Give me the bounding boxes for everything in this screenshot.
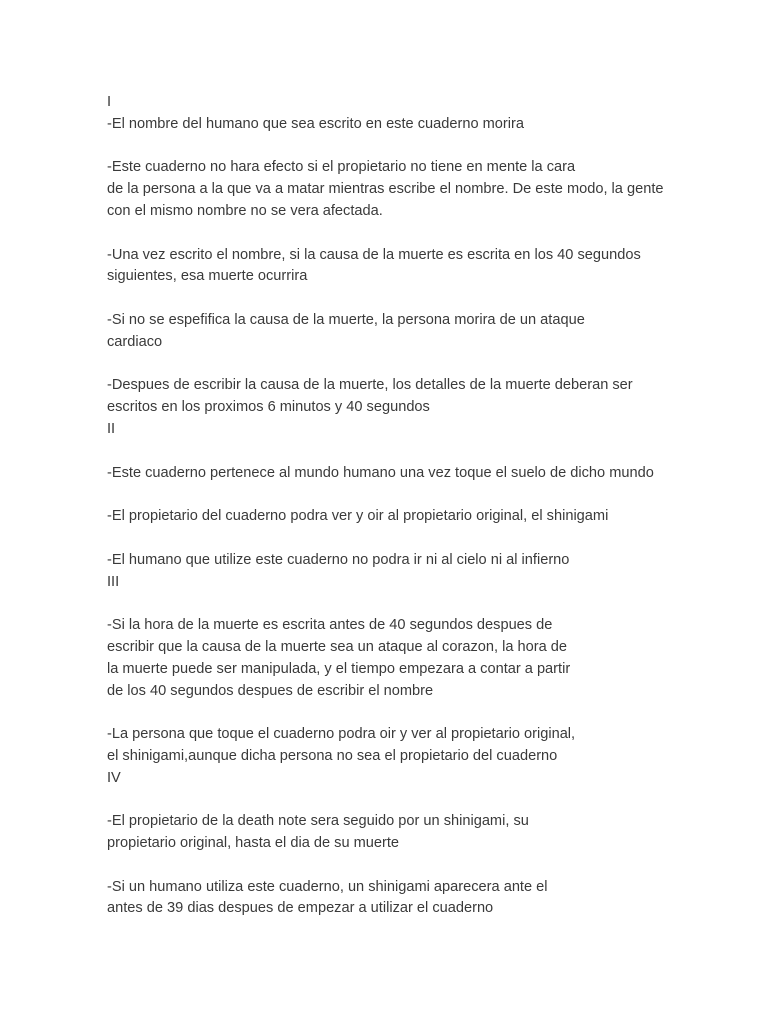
paragraph-gap: [107, 288, 707, 310]
text-line: -Si no se espefifica la causa de la muerte, la persona morira de un ataque: [107, 311, 585, 328]
text-line: escritos en los proximos 6 minutos y 40 segundos: [107, 399, 430, 416]
text-line: cardiaco: [107, 333, 163, 350]
section-heading-1: I: [107, 94, 112, 110]
paragraph-gap: [107, 528, 707, 550]
text-line: de los 40 segundos despues de escribir el nombre: [107, 682, 434, 699]
text-line: -Una vez escrito el nombre, si la causa de la muerte es escrita en los 40 segundos: [107, 246, 641, 263]
paragraph-gap: [107, 223, 707, 245]
text-line: -El propietario de la death note sera seguido por un shinigami, su: [107, 813, 529, 830]
document-page: [107, 92, 707, 920]
text-line: -Este cuaderno pertenece al mundo humano una vez toque el suelo de dicho mundo: [107, 464, 654, 481]
text-line: con el mismo nombre no se vera afectada.: [107, 202, 383, 219]
section-heading-4: IV: [107, 769, 121, 786]
paragraph-gap: [107, 855, 707, 877]
text-line: -Si la hora de la muerte es escrita antes de 40 segundos despues de: [107, 617, 553, 634]
paragraph-gap: [107, 702, 707, 724]
text-line: -La persona que toque el cuaderno podra oir y ver al propietario original,: [107, 726, 576, 743]
text-line: -Despues de escribir la causa de la muerte, los detalles de la muerte deberan ser: [107, 377, 633, 394]
section-heading-2: II: [107, 420, 116, 437]
paragraph-gap: [107, 136, 707, 158]
paragraph-gap: [107, 354, 707, 376]
section-heading-3: III: [107, 573, 120, 590]
text-line: el shinigami,aunque dicha persona no sea el propietario del cuaderno: [107, 747, 558, 764]
text-line: -El humano que utilize este cuaderno no podra ir ni al cielo ni al infierno: [107, 551, 570, 568]
text-line: de la persona a la que va a matar mientras escribe el nombre. De este modo, la gente: [107, 181, 664, 198]
paragraph-gap: [107, 593, 707, 615]
text-line: escribir que la causa de la muerte sea un ataque al corazon, la hora de: [107, 638, 567, 655]
paragraph-gap: [107, 484, 707, 506]
text-line: propietario original, hasta el dia de su muerte: [107, 835, 400, 852]
text-line: antes de 39 dias despues de empezar a utilizar el cuaderno: [107, 900, 494, 917]
text-line: -Este cuaderno no hara efecto si el propietario no tiene en mente la cara: [107, 159, 576, 176]
text-line: -Si un humano utiliza este cuaderno, un shinigami aparecera ante el: [107, 878, 548, 895]
paragraph-gap: [107, 790, 707, 812]
paragraph-gap: [107, 441, 707, 463]
text-line: la muerte puede ser manipulada, y el tiempo empezara a contar a partir: [107, 660, 571, 677]
text-line: -El propietario del cuaderno podra ver y oir al propietario original, el shinigami: [107, 508, 609, 525]
text-line: siguientes, esa muerte ocurrira: [107, 268, 308, 285]
text-line: -El nombre del humano que sea escrito en este cuaderno morira: [107, 115, 524, 132]
